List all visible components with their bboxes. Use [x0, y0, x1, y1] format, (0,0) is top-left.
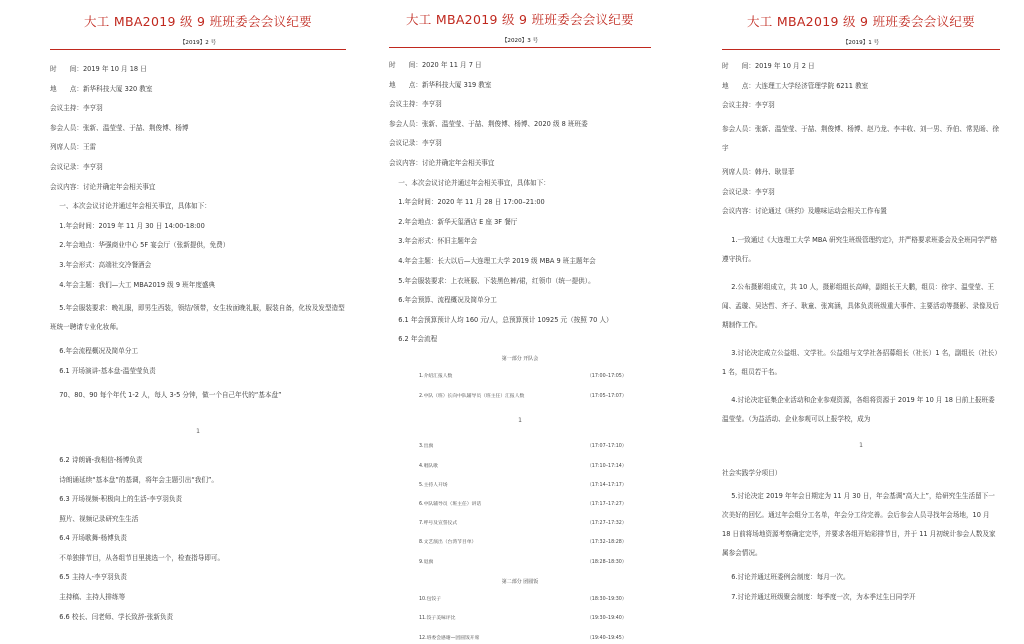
table-row	[389, 595, 651, 605]
row-time: （17:27–17:32）	[587, 521, 627, 527]
meta-host: 会议主持：李亨羽	[50, 104, 103, 113]
row-name: 5.主持人开场	[419, 482, 448, 488]
list-item: 2.公布摄影组成立，共 10 人，摄影组组长高峰，副组长王大鹏，组员：徐宇、温莹莹、王闻、孟璇、吴达哲、齐子、耿童、张寓涵，具体负责班级重大事件、主要活动等摄影、录像及后期制作工作。	[722, 282, 999, 329]
table-row	[389, 481, 651, 491]
row-time: （19:30–19:40）	[587, 616, 627, 622]
list-item: 5.讨论决定 2019 年年会日期定为 11 月 30 日，年会基调“高大上”，给研究生生活留下一次美好的回忆。通过年会组分工名单，年会分工待完善。会后参会人员寻找年会场地，10 月 18 日前将场地资源考察确定完毕，并要求各组开始彩排节目，并于 11 月初统计参会人数及家属参会情况。	[722, 492, 996, 558]
row-time: （19:40–19:45）	[587, 635, 627, 641]
table-row	[389, 538, 651, 548]
list-item: 1.年会时间：2019 年 11 月 30 日 14:00-18:00	[59, 221, 205, 230]
list-item: 6.1 年会预算预计人均 160 元/人，总预算预计 10925 元（按照 70 人）	[398, 315, 613, 324]
meta-time: 时 间：2019 年 10 月 2 日	[722, 62, 815, 70]
meta-attendees: 参会人员：张新、温莹莹、于喆、荆俊博、杨博、赵乃龙、李丰收、刘一男、乔伯、常晃旸、徐宇	[722, 124, 999, 152]
meta-observers: 列席人员：韩丹、耿显菲	[722, 167, 795, 176]
title-rule	[50, 49, 346, 50]
table-row	[389, 442, 651, 452]
list-item: 主持稿、主持人排练等	[59, 593, 126, 602]
row-name: 10.包饺子	[419, 597, 442, 603]
title-rule	[722, 49, 1000, 50]
meta-place: 地 点：大连理工大学经济管理学院 6211 教室	[722, 81, 869, 90]
doc-title: 大工 MBA2019 级 9 班班委会会议纪要	[747, 14, 975, 29]
list-item: 70、80、90 每个年代 1-2 人，每人 3-5 分钟，做一个自己年代的“基本盘”	[59, 390, 282, 399]
meta-recorder: 会议记录：李亨羽	[50, 162, 103, 171]
list-item: 6.2 诗朗诵-我相信-杨博负责	[59, 455, 143, 464]
meta-content: 会议内容：讨论通过《班约》及趣味运动会相关工作布置	[722, 207, 887, 216]
meta-host: 会议主持：李亨羽	[722, 101, 775, 110]
list-item: 4.年会主题：我们—大工 MBA2019 级 9 班年度盛典	[59, 280, 216, 289]
minutes-doc-2019-1	[722, 0, 1000, 601]
row-name: 9.退旗	[419, 559, 434, 565]
list-item: 1.一致通过《大连理工大学 MBA 研究生班级管理约定》，并严格要求班委会及全班同学严格遵守执行。	[722, 235, 998, 263]
table-row	[389, 634, 651, 644]
doc-title: 大工 MBA2019 级 9 班班委会会议纪要	[84, 14, 312, 29]
list-item: 2.年会地点：新华天玺酒店 E 座 3F 餐厅	[398, 217, 518, 226]
table-row	[389, 519, 651, 529]
row-name: 1.介绍汇报人数	[419, 374, 453, 380]
meta-observers: 列席人员：王雷	[50, 143, 97, 152]
meta-attendees: 参会人员：张新、温莹莹、于喆、荆俊博、杨博、2020 级 8 班班委	[389, 119, 588, 128]
row-name: 11.饺子美味评比	[419, 616, 456, 622]
list-item: 照片、视频记录研究生生活	[59, 514, 139, 523]
schedule-part-heading: 第二部分 团圆饭	[501, 578, 539, 585]
row-time: （17:00–17:05）	[587, 374, 627, 380]
list-item: 6.4 开场歌舞-杨博负责	[59, 534, 127, 543]
list-item: 3.年会形式：高端社交冷餐酒会	[59, 260, 152, 269]
list-item: 4.讨论决定征集企业活动和企业参观资源，各组将资源于 2019 年 10 月 18 日前上报班委温莹莹。（为益活动、企业参观可以上报学校，成为	[722, 396, 995, 424]
list-item: 6.5 主持人-李亨羽负责	[59, 573, 127, 582]
row-name: 6.中队辅导员（班主任）讲话	[419, 501, 482, 507]
table-row	[389, 614, 651, 624]
list-item: 1.年会时间：2020 年 11 月 28 日 17:00–21:00	[398, 198, 545, 207]
doc-body	[389, 60, 651, 644]
table-row	[389, 392, 651, 402]
meta-attendees: 参会人员：张新、温莹莹、于喆、荆俊博、杨博	[50, 123, 189, 132]
row-time: （17:32–18:28）	[587, 540, 627, 546]
list-item: 一、本次会议讨论并通过年会相关事宜，具体如下：	[398, 178, 550, 187]
meta-content: 会议内容：讨论并确定年会相关事宜	[389, 158, 495, 167]
table-row	[389, 500, 651, 510]
table-row	[389, 372, 651, 382]
list-item: 6.年会预算、流程概况及简单分工	[398, 296, 497, 305]
minutes-doc-2020-3	[389, 0, 651, 641]
row-name: 2.中队（班）长向中队辅导员（班主任）汇报人数	[419, 393, 525, 399]
page-number: 1	[518, 416, 522, 424]
list-item: 4.年会主题：长大以后—大连理工大学 2019 级 MBA 9 班主题年会	[398, 256, 596, 265]
list-item: 6.1 开场演讲-基本盘-温莹莹负责	[59, 366, 156, 375]
row-time: （17:07–17:10）	[587, 444, 627, 450]
table-row	[389, 558, 651, 568]
list-item: 6.3 开场视频-积极向上的生活-李亨羽负责	[59, 495, 183, 504]
list-item: 6.2 年会流程	[398, 335, 438, 344]
list-item: 社会实践学分项目）	[722, 468, 782, 477]
meta-place: 地 点：新华科技大厦 319 教室	[389, 80, 492, 89]
meta-recorder: 会议记录：李亨羽	[389, 139, 442, 148]
row-time: （17:17–17:27）	[587, 501, 627, 507]
list-item: 6.6 校长、闫老师、学长致辞-张新负责	[59, 612, 174, 621]
list-item: 3.年会形式：怀旧主题年会	[398, 237, 478, 246]
list-item: 3.讨论决定成立公益组、文学社。公益组与文学社各招募组长（社长）1 名，副组长（社长）1 名，组员若干名。	[722, 348, 998, 376]
row-name: 3.出旗	[419, 444, 434, 450]
doc-number: 【2019】2 号	[179, 40, 217, 46]
meta-time: 时 间：2019 年 10 月 18 日	[50, 65, 147, 73]
list-item: 诗朗诵延续“基本盘”的基调，将年会主题引出“我们”。	[59, 475, 218, 484]
list-item: 一、本次会议讨论并通过年会相关事宜，具体如下：	[59, 202, 211, 211]
list-item: 不单独排节目，从各组节目里挑选一个，检查指导即可。	[59, 553, 225, 562]
row-time: （18:28–18:30）	[587, 559, 627, 565]
list-item: 6.讨论并通过班委例会制度：每月一次。	[731, 573, 850, 582]
list-item: 5.年会服装要求：晚礼服，即男生西装，领结/领带，女生妆面晚礼服，服装自备，化妆及发型造型班统一聘请专业化妆师。	[50, 304, 345, 332]
doc-number: 【2020】3 号	[501, 38, 539, 44]
row-time: （18:30–19:30）	[587, 597, 627, 603]
meta-place: 地 点：新华科技大厦 320 教室	[50, 84, 153, 93]
doc-number: 【2019】1 号	[842, 40, 880, 46]
doc-body	[50, 64, 346, 622]
row-time: （17:10–17:14）	[587, 463, 627, 469]
row-name: 7.呼号及宣誓仪式	[419, 521, 458, 527]
row-time: （17:14–17:17）	[587, 482, 627, 488]
doc-title: 大工 MBA2019 级 9 班班委会会议纪要	[406, 12, 634, 27]
meta-host: 会议主持：李亨羽	[389, 100, 442, 109]
page-number: 1	[859, 442, 863, 450]
row-time: （17:05–17:07）	[587, 393, 627, 399]
doc-body	[722, 61, 1000, 602]
row-name: 4.唱队歌	[419, 463, 438, 469]
meta-recorder: 会议记录：李亨羽	[722, 187, 775, 196]
meta-content: 会议内容：讨论并确定年会相关事宜	[50, 182, 156, 191]
page-number: 1	[196, 427, 200, 435]
meta-time: 时 间：2020 年 11 月 7 日	[389, 61, 482, 69]
minutes-doc-2019-2	[50, 0, 346, 621]
row-name: 12.班委会感谢—团圆饭开席	[419, 635, 480, 641]
list-item: 7.讨论并通过班级聚会制度：每季度一次，为本季过生日同学开	[731, 592, 916, 601]
list-item: 6.年会流程概况及简单分工	[59, 347, 139, 356]
table-row	[389, 462, 651, 472]
list-item: 2.年会地点：华强商业中心 5F 宴会厅（张新提供，免费）	[59, 241, 230, 250]
list-item: 5.年会服装要求：上衣班服、下装黑色裤/裙，红领巾（统一提供）。	[398, 276, 595, 285]
row-name: 8.文艺演出（台湾节目单）	[419, 540, 477, 546]
schedule-part-heading: 第一部分 开队会	[501, 355, 539, 362]
title-rule	[389, 47, 651, 48]
